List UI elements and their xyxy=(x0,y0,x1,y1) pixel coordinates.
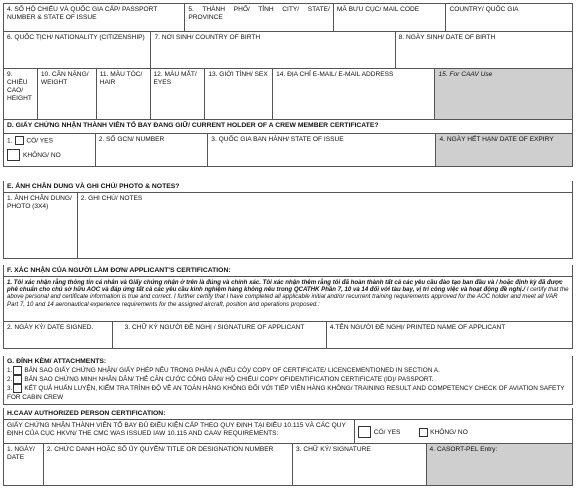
section-f-signature-row xyxy=(3,322,573,349)
section-h-issue-row xyxy=(3,420,573,444)
section-d-title: D. GIẤY CHỨNG NHẬN THÀNH VIÊN TỔ BAY ĐANG GIỮ/ CURRENT HOLDER OF A CREW MEMBER CERTIFICATE? xyxy=(7,122,379,129)
date-signed-field[interactable]: 2. NGÀY KÝ/ DATE SIGNED. xyxy=(4,322,113,348)
mail-code-field[interactable]: MÃ BƯU CỤC/ MAIL CODE xyxy=(334,4,447,31)
attachment-2-checkbox[interactable] xyxy=(13,375,22,384)
attachment-1-checkbox[interactable] xyxy=(13,366,22,375)
caav-signature-field[interactable]: 3. CHỮ KÝ/ SIGNATURE xyxy=(293,444,427,485)
caav-issue-yes-no: CÓ/ YES KHÔNG/ NO xyxy=(355,420,572,443)
sex-field[interactable]: 13. GIỚI TÍNH/ SEX xyxy=(205,69,273,119)
crew-cert-no-checkbox[interactable] xyxy=(7,149,20,161)
hair-field[interactable]: 11. MÀU TÓC/ HAIR xyxy=(97,69,151,119)
crew-cert-yes-no: 1. CÓ/ YES KHÔNG/ NO xyxy=(4,134,96,166)
section-e-row xyxy=(3,193,573,259)
notes-field[interactable]: 2. GHI CHÚ/ NOTES xyxy=(80,195,143,202)
section-e-title: E. ẢNH CHÂN DUNG VÀ GHI CHÚ/ PHOTO & NOTES? xyxy=(7,183,180,190)
section-h-header xyxy=(3,408,573,420)
photo-field[interactable]: 1. ẢNH CHÂN DUNG/ PHOTO (3X4) xyxy=(4,193,78,258)
country-field[interactable]: COUNTRY/ QUỐC GIA xyxy=(449,6,519,13)
nationality-field[interactable]: 6. QUỐC TỊCH/ NATIONALITY (CITIZENSHIP) xyxy=(4,32,151,68)
section-g-title: G. ĐÍNH KÈM/ ATTACHMENTS: xyxy=(7,358,107,365)
section-h-signature-row xyxy=(3,444,573,486)
attachment-item-2: 2. BẢN SAO CHỨNG MINH NHÂN DÂN/ THẺ CĂN CƯỚC CÔNG DÂN/ HỘ CHIẾU/ COPY OFIDENTIFICATION CERTIFICATE (ID)/ PASSPORT. xyxy=(7,376,434,384)
attachment-item-1: 1. BẢN SAO GIẤY CHỨNG NHẬN/ GIẤY PHÉP NÊU TRONG PHẦN A (NẾU CÓ)/ COPY OF CERTIFICATE/ LICENCEMENTIONED IN SECTION A. xyxy=(7,367,440,375)
casort-pel-entry-field[interactable]: 4. CASORT-PEL Entry: xyxy=(427,444,572,485)
caav-title-field[interactable]: 2. CHỨC DANH HOẶC SỐ ỦY QUYỀN/ TITLE OR DESIGNATION NUMBER xyxy=(44,444,293,485)
attachment-3-checkbox[interactable] xyxy=(13,384,22,393)
caav-yes-checkbox[interactable] xyxy=(358,426,371,438)
caav-use-field: 15. For CAAV Use xyxy=(435,69,572,119)
applicant-signature-field[interactable]: 3. CHỮ KÝ NGƯỜI ĐỀ NGHỊ / SIGNATURE OF APPLICANT xyxy=(113,322,327,348)
attachment-item-3: 3. KẾT QUẢ HUẤN LUYỆN, KIỂM TRA TRÌNH ĐỘ VỀ AN TOÀN HÀNG KHÔNG ĐỐI VỚI TIẾP VIÊN HÀNG KHÔNG/ TRAINING RESULT AND COMPETENCY CHECK OF AVIATION SAFETY FOR CABIN CREW xyxy=(7,385,565,401)
eyes-field[interactable]: 12. MÀU MẮT/ EYES xyxy=(151,69,206,119)
row-physical xyxy=(3,69,573,120)
row-nationality xyxy=(3,32,573,69)
caav-no-checkbox[interactable] xyxy=(419,428,428,437)
certification-statement: 1. Tôi xác nhận rằng thông tin cá nhân và Giấy chứng nhận ở trên là đúng và chính xác. Tôi xác nhận thêm rằng tôi đã hoàn thành tất cả các yêu cầu đào tạo ban đầu và / hoặc định kỳ đã được phê chuẩn cho chủ sở hữu AOC và đáp ứng tất cả các yêu cầu kinh nghiệm hàng không nêu trong QCATHK Phần 7, 10 và 14 đối với tàu bay, vị trí công việc và hoạt động đề nghị./ I certify that the above personal and certificate information is true and correct. I further certify that I have completed all applicable initial and/or recurrent training requirements approved for the AOC holder and meet all VAR Part 7, 10 and 14 aeronautical experience requirements for the assigned aircraft, position and operations proposed.: xyxy=(7,279,569,308)
crew-cert-yes-checkbox[interactable] xyxy=(15,136,24,145)
section-d-header xyxy=(3,120,573,134)
section-f-statement xyxy=(3,277,573,322)
row-passport xyxy=(3,3,573,32)
height-field[interactable]: 9. CHIỀU CAO/ HEIGHT xyxy=(4,69,38,119)
section-d-row xyxy=(3,134,573,167)
city-state-field[interactable]: 5. THÀNH PHỐ/ TỈNH CITY/ STATE/ PROVINCE xyxy=(185,4,333,31)
section-h-title: H.CAAV AUTHORIZED PERSON CERTIFICATION: xyxy=(7,410,166,417)
date-of-expiry-field[interactable]: 4. NGÀY HẾT HẠN/ DATE OF EXPIRY xyxy=(436,134,572,166)
email-field[interactable]: 14. ĐỊA CHỈ E-MAIL/ E-MAIL ADDRESS xyxy=(273,69,435,119)
applicant-name-field[interactable]: 4.TÊN NGƯỜI ĐỀ NGHỊ/ PRINTED NAME OF APPLICANT xyxy=(329,324,506,331)
caav-date-field[interactable]: 1. NGÀY/ DATE xyxy=(4,444,44,485)
caav-issue-statement: GIẤY CHỨNG NHẬN THÀNH VIÊN TỔ BAY ĐỦ ĐIỀU KIỆN CẤP THEO QUY ĐỊNH TẠI ĐIỀU 10.115 VÀ CÁC QUY ĐỊNH CỦA CỤC HKVN/ THE CMC WAS ISSUED IAW 10.115 AND CAAV REQUIREMENTS: xyxy=(4,420,355,443)
country-of-birth-field[interactable]: 7. NƠI SINH/ COUNTRY OF BIRTH xyxy=(151,32,395,68)
section-f-title: F. XÁC NHẬN CỦA NGƯỜI LÀM ĐƠN/ APPLICANT'S CERTIFICATION: xyxy=(7,267,231,274)
date-of-birth-field[interactable]: 8. NGÀY SINH/ DATE OF BIRTH xyxy=(398,34,496,41)
weight-field[interactable]: 10. CÂN NẶNG/ WEIGHT xyxy=(38,69,97,119)
state-of-issue-field[interactable]: 3. QUỐC GIA BAN HÀNH/ STATE OF ISSUE xyxy=(208,134,436,166)
section-f-header xyxy=(3,265,573,277)
section-e-header xyxy=(3,181,573,193)
crew-member-certificate-form xyxy=(3,3,573,486)
section-g xyxy=(3,356,573,405)
passport-number-field[interactable]: 4. SỐ HỘ CHIẾU VÀ QUỐC GIA CẤP/ PASSPORT NUMBER & STATE OF ISSUE xyxy=(4,4,185,31)
crew-cert-number-field[interactable]: 2. SỐ GCN/ NUMBER xyxy=(96,134,209,166)
